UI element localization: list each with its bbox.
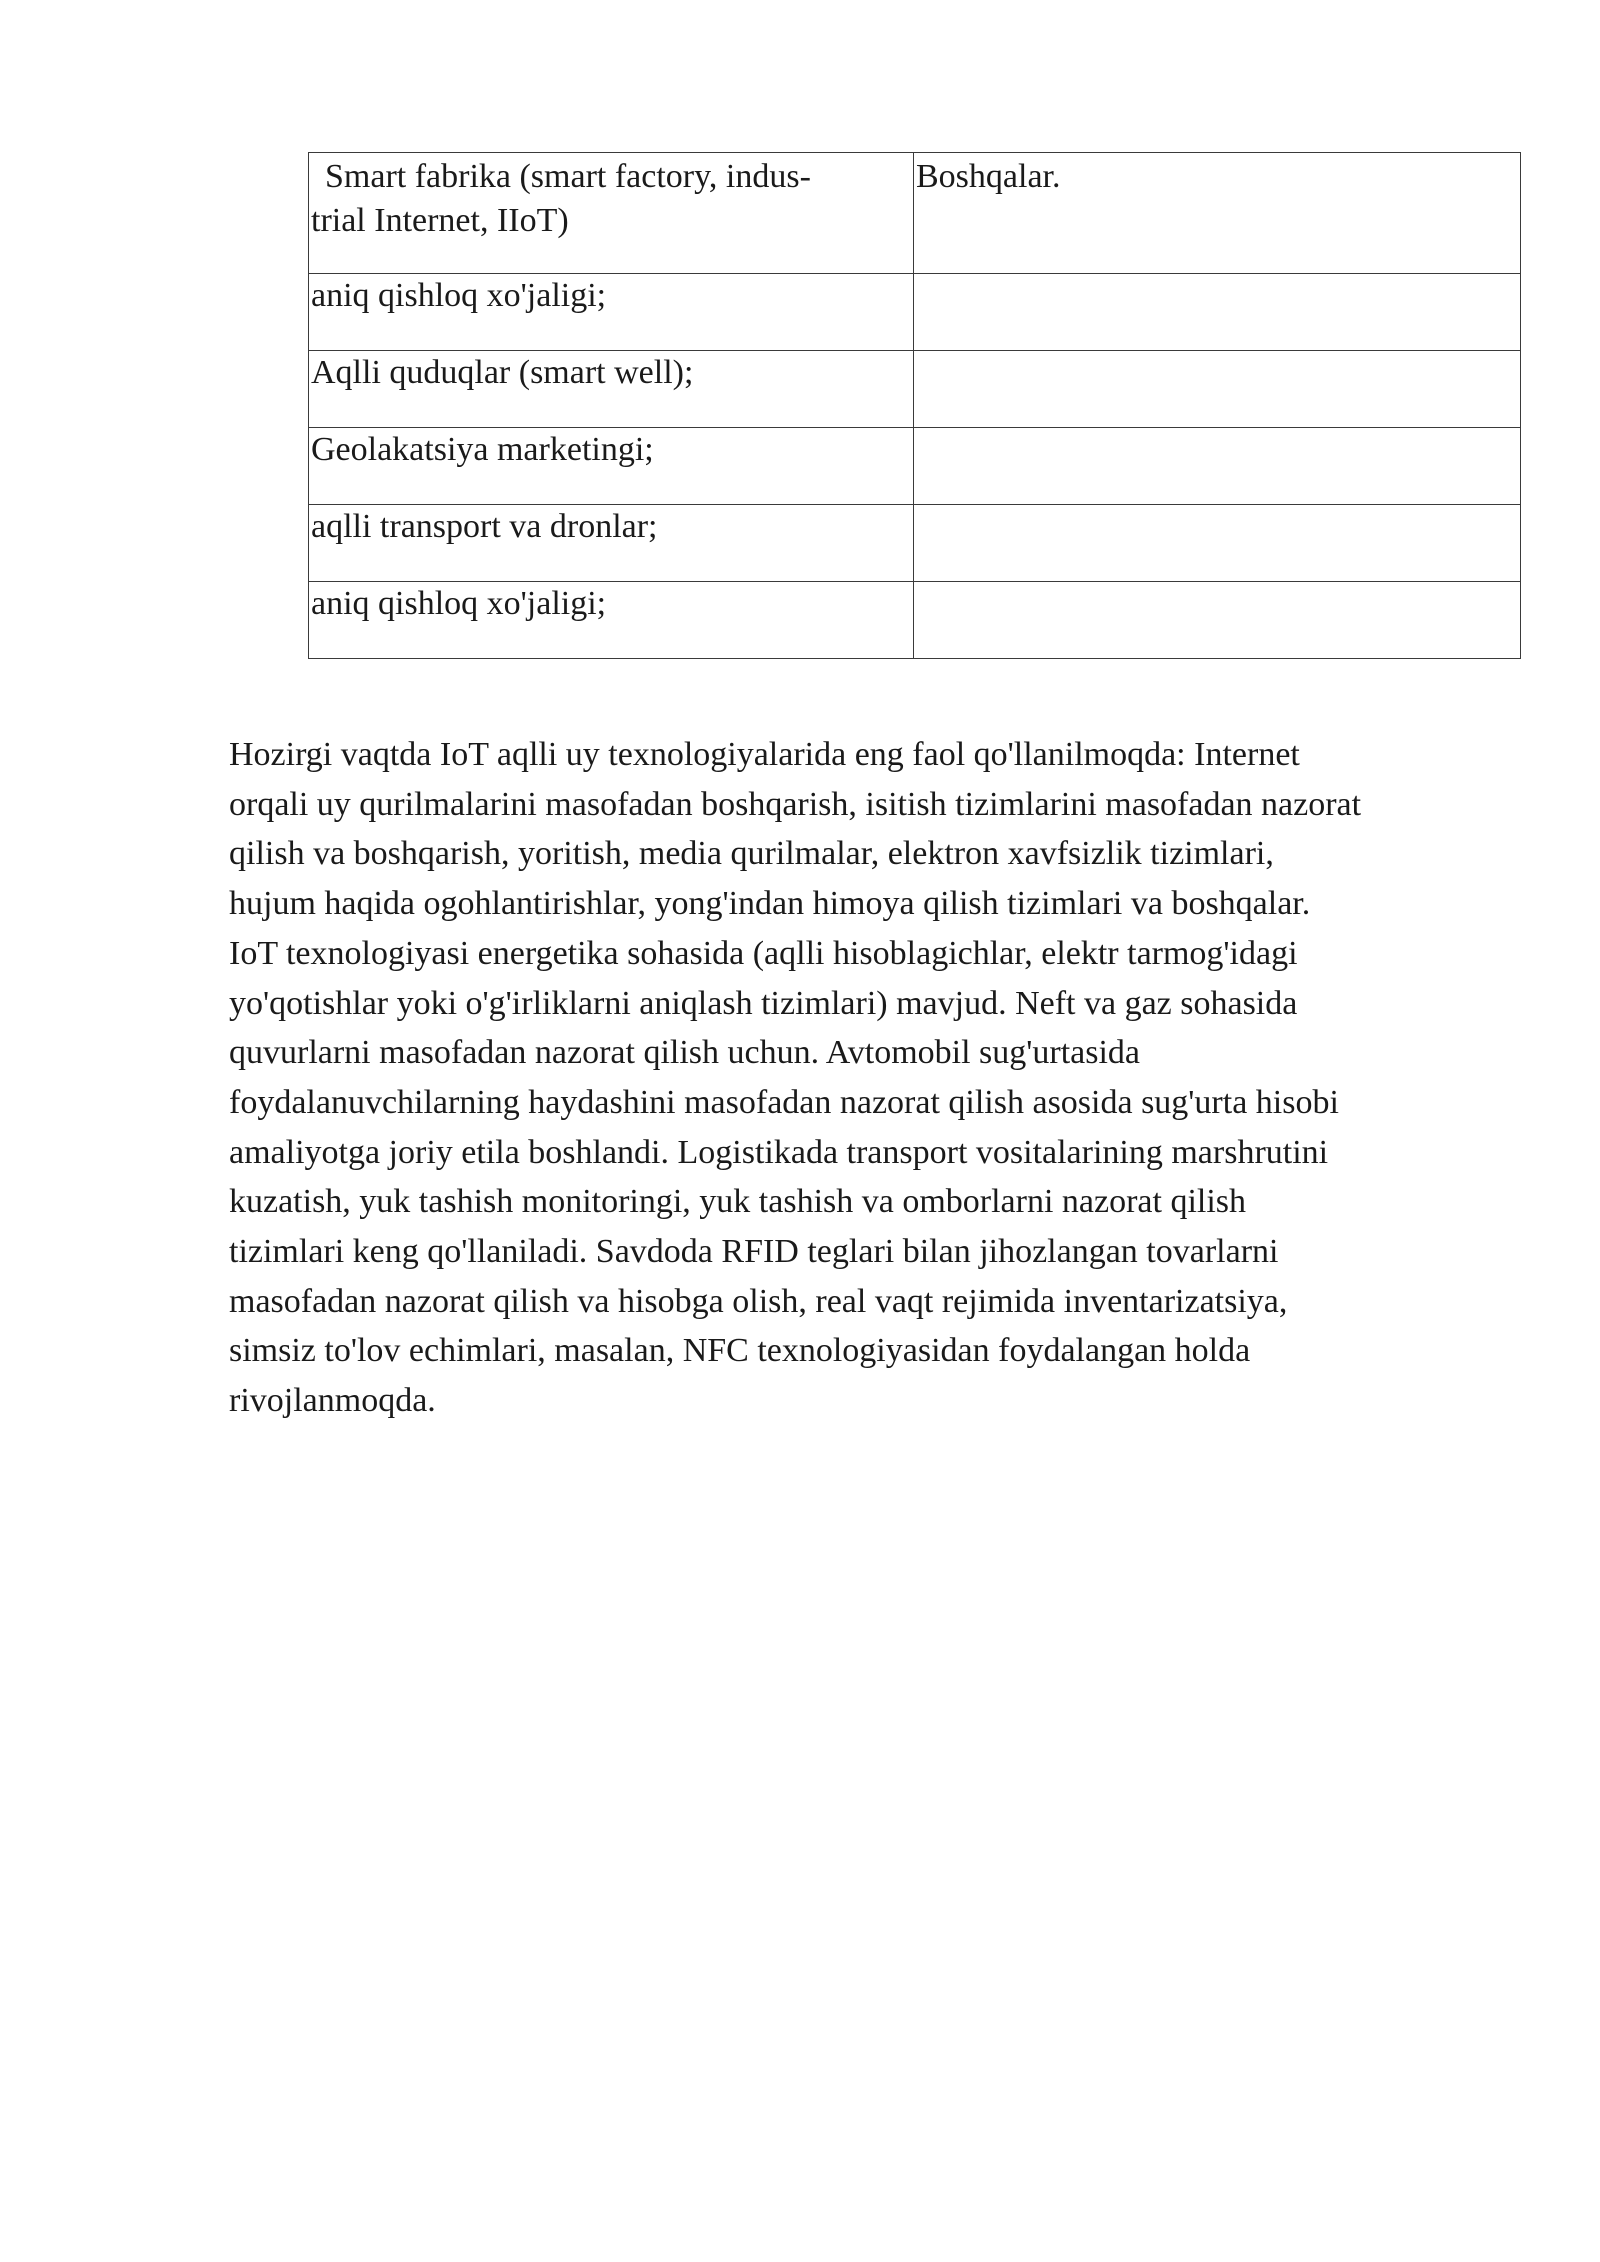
table-row	[309, 153, 1521, 274]
paragraph-line: quvurlarni masofadan nazorat qilish uchun. Avtomobil sug'urtasida	[229, 1034, 1141, 1072]
table-cell	[914, 428, 1521, 505]
cell-text: trial Internet, IIoT)	[311, 202, 569, 239]
table-cell: aniq qishloq xo'jaligi;	[309, 582, 914, 659]
paragraph-line: simsiz to'lov echimlari, masalan, NFC texnologiyasidan foydalangan holda	[229, 1332, 1251, 1370]
table-cell: aniq qishloq xo'jaligi;	[309, 274, 914, 351]
paragraph-line: orqali uy qurilmalarini masofadan boshqarish, isitish tizimlarini masofadan nazorat	[229, 785, 1362, 823]
paragraph-line: hujum haqida ogohlantirishlar, yong'indan himoya qilish tizimlari va boshqalar.	[229, 885, 1311, 923]
paragraph-line: tizimlari keng qo'llaniladi. Savdoda RFID teglari bilan jihozlangan tovarlarni	[229, 1233, 1279, 1271]
paragraph-line: foydalanuvchilarning haydashini masofadan nazorat qilish asosida sug'urta hisobi	[229, 1083, 1339, 1121]
table-cell	[914, 351, 1521, 428]
table-row	[309, 505, 1521, 582]
table-cell	[309, 153, 914, 274]
paragraph-line: Hozirgi vaqtda IoT aqlli uy texnologiyalarida eng faol qo'llanilmoqda: Internet	[229, 736, 1300, 773]
table-cell: Aqlli quduqlar (smart well);	[309, 351, 914, 428]
table-cell: aqlli transport va dronlar;	[309, 505, 914, 582]
table-row	[309, 351, 1521, 428]
table-cell: Geolakatsiya marketingi;	[309, 428, 914, 505]
paragraph-line: yo'qotishlar yoki o'g'irliklarni aniqlash tizimlari) mavjud. Neft va gaz sohasida	[229, 984, 1298, 1022]
paragraph-line: rivojlanmoqda.	[229, 1382, 436, 1420]
table-row	[309, 428, 1521, 505]
table-cell	[914, 582, 1521, 659]
paragraph-line: IoT texnologiyasi energetika sohasida (aqlli hisoblagichlar, elektr tarmog'idagi	[229, 934, 1298, 972]
body-paragraph	[229, 730, 1529, 1426]
paragraph-line: kuzatish, yuk tashish monitoringi, yuk tashish va omborlarni nazorat qilish	[229, 1183, 1247, 1221]
paragraph-line: masofadan nazorat qilish va hisobga olish, real vaqt rejimida inventarizatsiya,	[229, 1282, 1288, 1320]
table-row	[309, 582, 1521, 659]
paragraph-line: amaliyotga joriy etila boshlandi. Logistikada transport vositalarining marshrutini	[229, 1133, 1329, 1171]
applications-table	[308, 152, 1521, 659]
table-cell	[914, 505, 1521, 582]
table-cell: Boshqalar.	[914, 153, 1521, 274]
cell-text: Smart fabrika (smart factory, indus-	[325, 158, 811, 195]
paragraph-line: qilish va boshqarish, yoritish, media qurilmalar, elektron xavfsizlik tizimlari,	[229, 835, 1274, 873]
table-row	[309, 274, 1521, 351]
table-cell	[914, 274, 1521, 351]
